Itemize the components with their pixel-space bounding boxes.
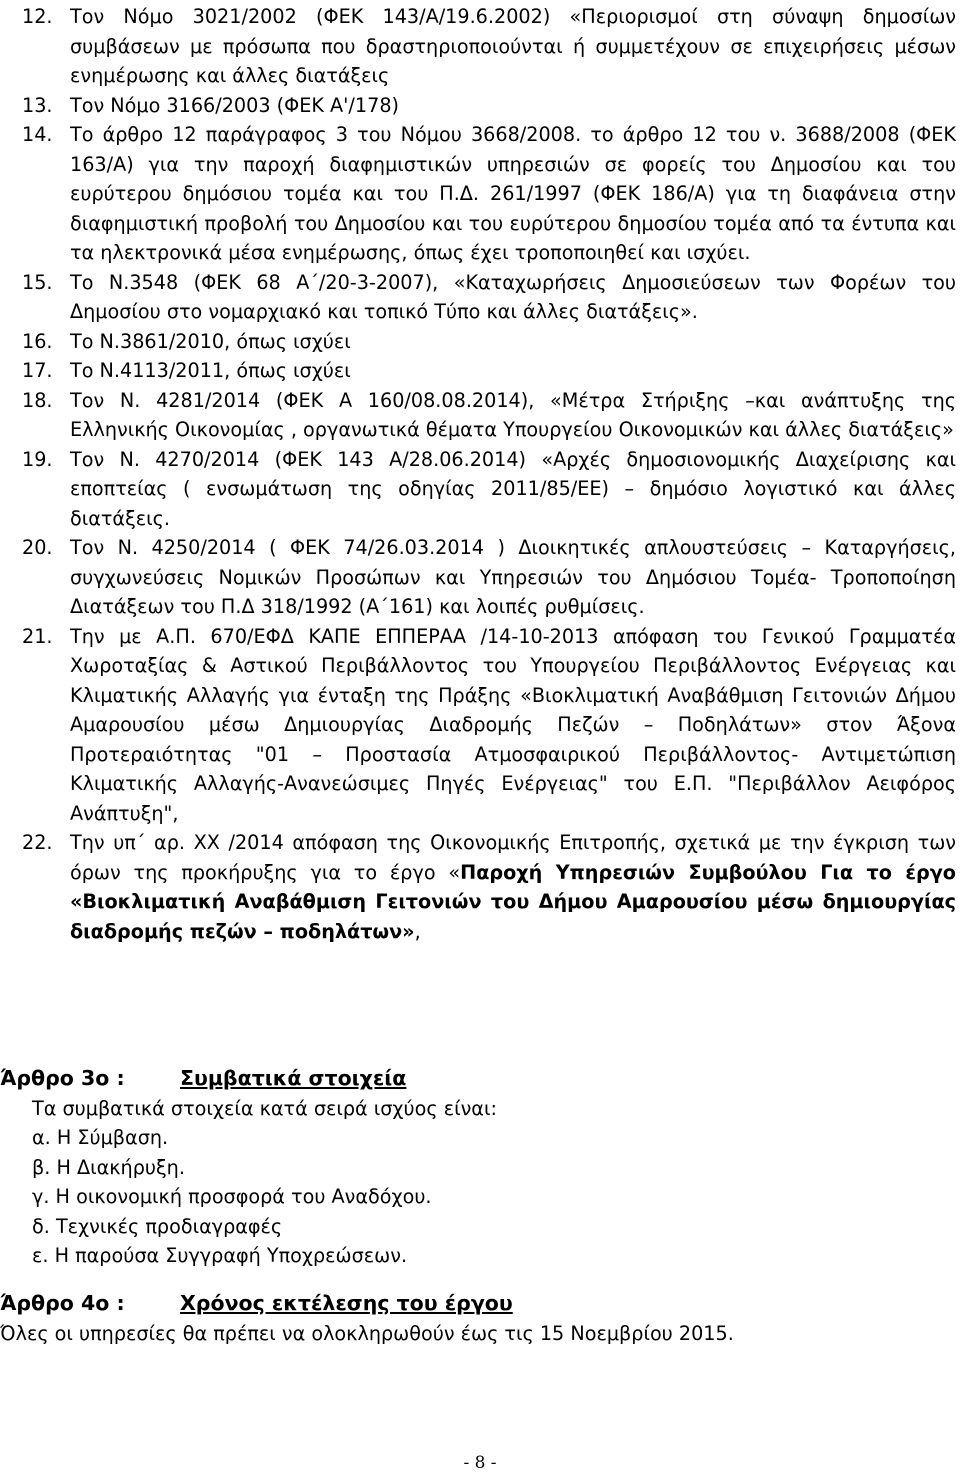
list-item-number: 17. xyxy=(22,359,53,382)
list-item-text xyxy=(70,828,956,946)
list-item xyxy=(22,268,956,327)
list-item-number: 20. xyxy=(22,536,53,559)
list-item-number: 13. xyxy=(22,93,53,117)
article-3-intro: Τα συμβατικά στοιχεία κατά σειρά ισχύος είναι: xyxy=(32,1096,497,1120)
list-item-text-tail: , xyxy=(414,919,421,943)
article-3-body xyxy=(0,1094,956,1271)
article-4-label: Άρθρο 4ο : xyxy=(0,1291,125,1315)
list-item xyxy=(22,622,956,829)
article-4-title: Χρόνος εκτέλεσης του έργου xyxy=(180,1291,513,1315)
article-4-text: Όλες οι υπηρεσίες θα πρέπει να ολοκληρωθούν έως τις 15 Νοεμβρίου 2015. xyxy=(0,1321,734,1345)
article-4-heading xyxy=(0,1289,956,1319)
page-number: - 8 - xyxy=(463,1453,497,1473)
list-item-number: 12. xyxy=(22,5,53,28)
list-item-text: Το Ν.4113/2011, όπως ισχύει xyxy=(70,359,351,382)
list-item xyxy=(22,356,956,386)
list-item xyxy=(22,2,956,91)
article-4-section xyxy=(0,1289,956,1348)
contract-element-item: α. Η Σύμβαση. xyxy=(32,1126,169,1149)
contract-element-item: ε. Η παρούσα Συγγραφή Υποχρεώσεων. xyxy=(32,1244,408,1267)
article-3-heading xyxy=(0,1064,956,1094)
list-item-text: Τον Νόμο 3021/2002 (ΦΕΚ 143/Α/19.6.2002) «Περιορισμοί στη σύναψη δημοσίων συμβάσεων με πρόσωπα που δραστηριοποιούνται ή συμμετέχουν σε επιχειρήσεις μέσων ενημέρωσης και άλλες διατάξεις xyxy=(70,5,956,87)
article-3-title: Συμβατικά στοιχεία xyxy=(180,1066,407,1090)
list-item-text: Το Ν.3548 (ΦΕΚ 68 Α΄/20-3-2007), «Καταχωρήσεις Δημοσιεύσεων των Φορέων του Δημοσίου στο νομαρχιακό και τοπικό Τύπο και άλλες διατάξεις». xyxy=(70,270,956,323)
article-3-label: Άρθρο 3ο : xyxy=(0,1066,125,1090)
list-item-text-plain: Την υπ΄ αρ. ΧΧ /2014 απόφαση της Οικονομικής Επιτροπής, σχετικά με την έγκριση των όρων της προκήρυξης για το έργο « xyxy=(70,831,956,884)
contract-element-item: γ. Η οικονομική προσφορά του Αναδόχου. xyxy=(32,1185,432,1208)
contract-element-item: δ. Τεχνικές προδιαγραφές xyxy=(32,1214,283,1238)
list-item-text: Τον Ν. 4281/2014 (ΦΕΚ Α 160/08.08.2014), «Μέτρα Στήριξης –και ανάπτυξης της Ελληνικής Οικονομίας , οργανωτικά θέματα Υπουργείου Οικονομικών και άλλες διατάξεις» xyxy=(70,388,956,441)
list-item-number: 15. xyxy=(22,270,53,294)
list-item-text: Τον Ν. 4250/2014 ( ΦΕΚ 74/26.03.2014 ) Διοικητικές απλουστεύσεις – Καταργήσεις, συγχωνεύσεις Νομικών Προσώπων και Υπηρεσιών του Δημόσιου Τομέα- Τροποποίηση Διατάξεων του Π.Δ 318/1992 (Α΄161) και λοιπές ρυθμίσεις. xyxy=(70,536,956,618)
list-item-text: Τον Ν. 4270/2014 (ΦΕΚ 143 Α/28.06.2014) «Αρχές δημοσιονομικής Διαχείρισης και εποπτείας ( ενσωμάτωση της οδηγίας 2011/85/ΕΕ) – δημόσιο λογιστικό και άλλες διατάξεις. xyxy=(70,447,956,530)
list-item xyxy=(22,327,956,357)
legal-references-list xyxy=(22,2,956,946)
list-item-number: 21. xyxy=(22,624,53,648)
list-item-number: 16. xyxy=(22,329,53,353)
list-item xyxy=(22,386,956,445)
list-item xyxy=(22,445,956,534)
contract-element-item: β. Η Διακήρυξη. xyxy=(32,1155,185,1179)
list-item-number: 19. xyxy=(22,447,53,471)
list-item-text: Την με Α.Π. 670/ΕΦΔ ΚΑΠΕ ΕΠΠΕΡΑΑ /14-10-2013 απόφαση του Γενικού Γραμματέα Χωροταξίας & Αστικού Περιβάλλοντος του Υπουργείου Περιβάλλοντος Ενέργειας και Κλιματικής Αλλαγής για ένταξη της Πράξης «Βιοκλιματική Αναβάθμιση Γειτονιών Δήμου Αμαρουσίου μέσω Δημιουργίας Διαδρομής Πεζών – Ποδηλάτων» στον Άξονα Προτεραιότητας "01 – Προστασία Ατμοσφαιρικού Περιβάλλοντος- Αντιμετώπιση Κλιματικής Αλλαγής-Ανανεώσιμες Πηγές Ενέργειας" του Ε.Π. "Περιβάλλον Αειφόρος Ανάπτυξη", xyxy=(70,624,956,825)
list-item-number: 18. xyxy=(22,388,53,412)
list-item-number: 22. xyxy=(22,831,53,854)
list-item-text: Το άρθρο 12 παράγραφος 3 του Νόμου 3668/2008. το άρθρο 12 του ν. 3688/2008 (ΦΕΚ 163/Α) για την παροχή διαφημιστικών υπηρεσιών σε φορείς του Δημοσίου και του ευρύτερου δημόσιου τομέα και του Π.Δ. 261/1997 (ΦΕΚ 186/Α) για τη διαφάνεια στην διαφημιστική προβολή του Δημοσίου και του ευρύτερου δημοσίου τομέα από τα έντυπα και τα ηλεκτρονικά μέσα ενημέρωσης, όπως έχει τροποποιηθεί και ισχύει. xyxy=(70,123,956,264)
list-item xyxy=(22,120,956,268)
article-3-section xyxy=(0,1064,956,1271)
list-item-text: Τον Νόμο 3166/2003 (ΦΕΚ Α'/178) xyxy=(70,93,400,117)
list-item-text: Το Ν.3861/2010, όπως ισχύει xyxy=(70,329,351,353)
list-item xyxy=(22,91,956,121)
list-item xyxy=(22,533,956,622)
project-title-bold: Παροχή Υπηρεσιών Συμβούλου Για το έργο «Βιοκλιματική Αναβάθμιση Γειτονιών του Δήμου Αμαρουσίου μέσω δημιουργίας διαδρομής πεζών – ποδηλάτων» xyxy=(70,860,956,943)
list-item xyxy=(22,828,956,946)
list-item-number: 14. xyxy=(22,123,53,146)
